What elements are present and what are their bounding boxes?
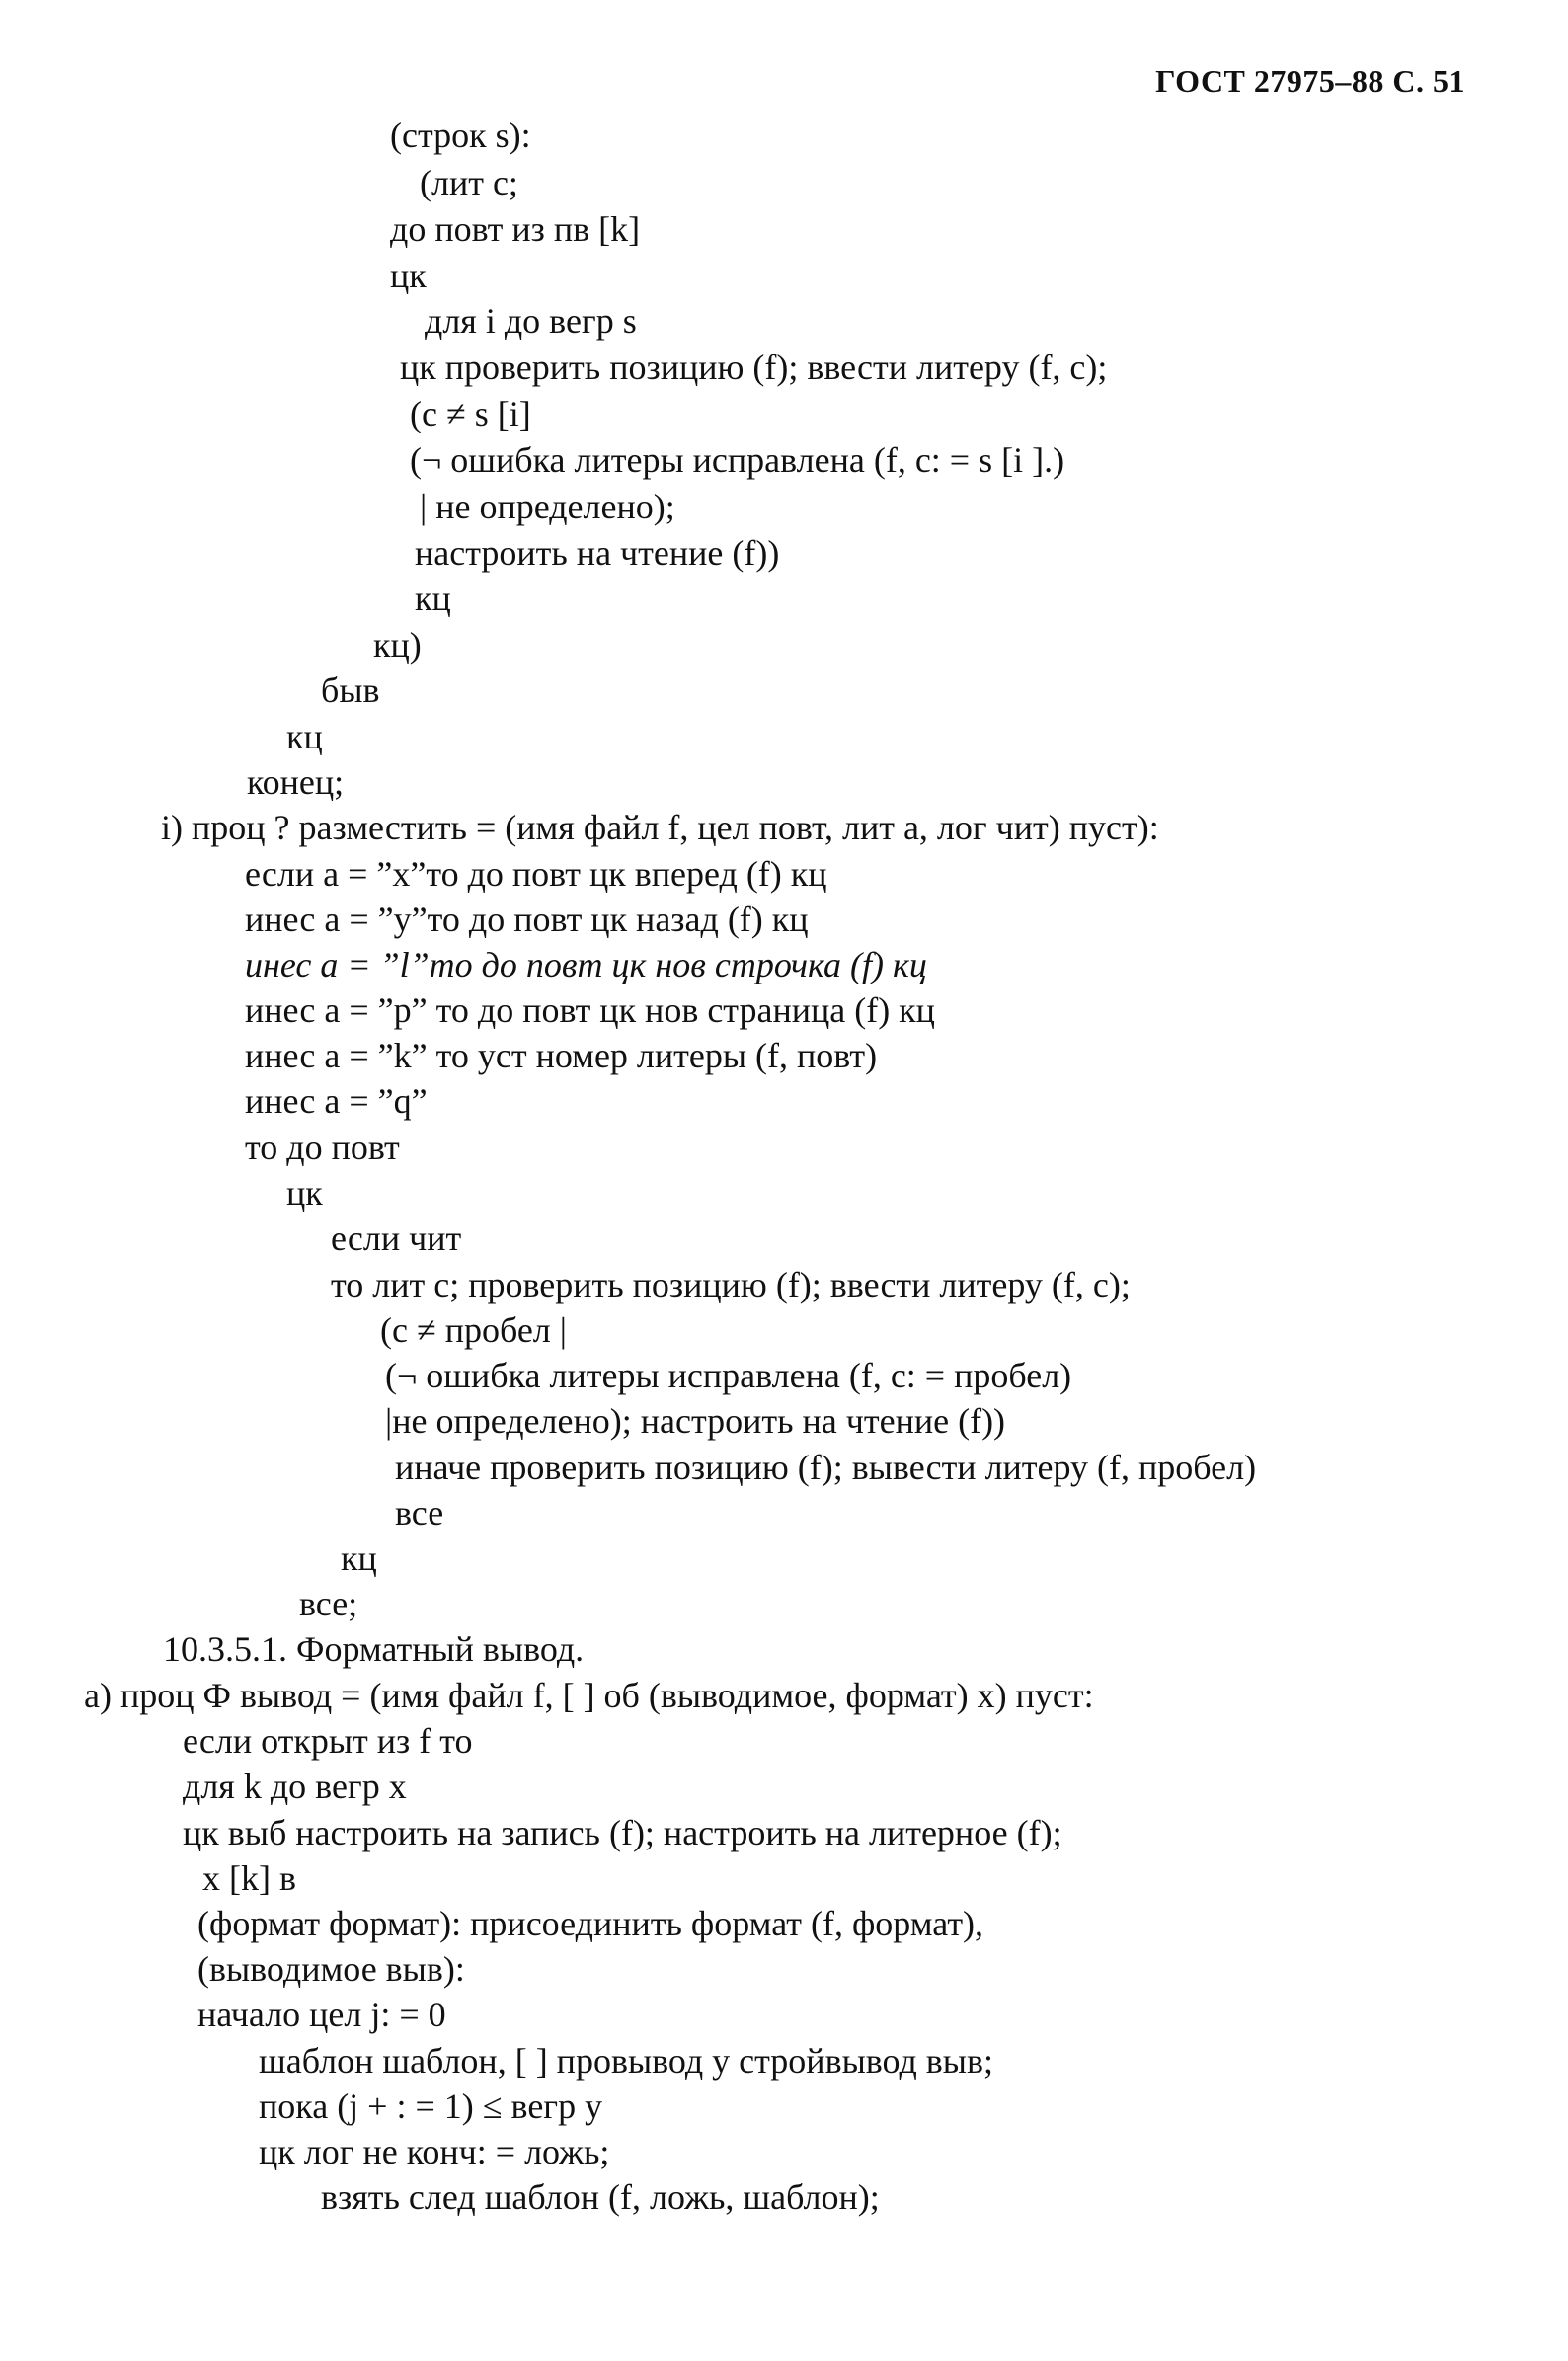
code-line: цк проверить позицию (f); ввести литеру (f, c);	[400, 348, 1108, 387]
code-line: а) проц Ф вывод = (имя файл f, [ ] об (выводимое, формат) x) пуст:	[84, 1676, 1094, 1715]
code-line: инес a = ”q”	[245, 1081, 428, 1121]
code-line: цк лог не конч: = ложь;	[259, 2132, 610, 2171]
code-line: x [k] в	[202, 1858, 296, 1898]
code-line: конец;	[247, 762, 345, 802]
code-line: (¬ ошибка литеры исправлена (f, c: = s [i ].)	[410, 440, 1065, 480]
code-line: если a = ”x”то до повт цк вперед (f) кц	[245, 854, 827, 894]
code-line: то лит с; проверить позицию (f); ввести литеру (f, c);	[331, 1265, 1131, 1304]
code-line: (формат формат): присоединить формат (f, формат),	[197, 1904, 984, 1943]
code-line: (выводимое выв):	[197, 1949, 465, 1989]
code-line: быв	[321, 670, 380, 710]
code-line: настроить на чтение (f))	[415, 533, 780, 573]
code-line: инес a = ”y”то до повт цк назад (f) кц	[245, 900, 809, 939]
code-line: кц	[286, 717, 323, 756]
code-line: если открыт из f то	[183, 1721, 473, 1761]
code-line: цк	[390, 256, 427, 295]
code-line: (c ≠ s [i]	[410, 394, 531, 433]
code-line: для k до вегр x	[183, 1767, 407, 1806]
code-line: кц	[341, 1538, 377, 1578]
code-line: (строк s):	[390, 116, 531, 155]
code-line: иначе проверить позицию (f); вывести литеру (f, пробел)	[395, 1448, 1257, 1487]
code-line: начало цел j: = 0	[197, 1995, 446, 2034]
code-line: если чит	[331, 1219, 462, 1258]
code-line: инес a = ”p” то до повт цк нов страница (f) кц	[245, 990, 935, 1030]
code-line: инес a = ”k” то уст номер литеры (f, повт)	[245, 1036, 878, 1075]
code-line: кц)	[373, 625, 422, 665]
code-line: 10.3.5.1. Форматный вывод.	[163, 1629, 585, 1669]
code-line: пока (j + : = 1) ≤ вегр y	[259, 2086, 603, 2126]
code-line: то до повт	[245, 1128, 400, 1167]
code-line: все;	[299, 1584, 358, 1623]
code-line: (лит с;	[420, 163, 518, 202]
code-line: для i до вегр s	[425, 301, 637, 341]
code-line: (c ≠ пробел |	[380, 1310, 567, 1350]
code-line: i) проц ? разместить = (имя файл f, цел повт, лит a, лог чит) пуст):	[161, 808, 1159, 847]
code-line: до повт из пв [k]	[390, 209, 641, 249]
code-line: шаблон шаблон, [ ] провывод у стройвывод выв;	[259, 2041, 993, 2081]
code-line: | не определено);	[420, 487, 675, 526]
code-line: |не определено); настроить на чтение (f))	[385, 1401, 1006, 1441]
code-line: (¬ ошибка литеры исправлена (f, c: = пробел)	[385, 1356, 1072, 1395]
code-line: цк	[286, 1173, 323, 1213]
code-line: инес a = ”l”то до повт цк нов строчка (f) кц	[245, 945, 927, 984]
code-line: взять след шаблон (f, ложь, шаблон);	[321, 2177, 880, 2217]
code-line: все	[395, 1493, 444, 1533]
code-line: цк выб настроить на запись (f); настроить на литерное (f);	[183, 1813, 1062, 1852]
code-line: кц	[415, 579, 451, 618]
page-header: ГОСТ 27975–88 С. 51	[1155, 63, 1465, 99]
